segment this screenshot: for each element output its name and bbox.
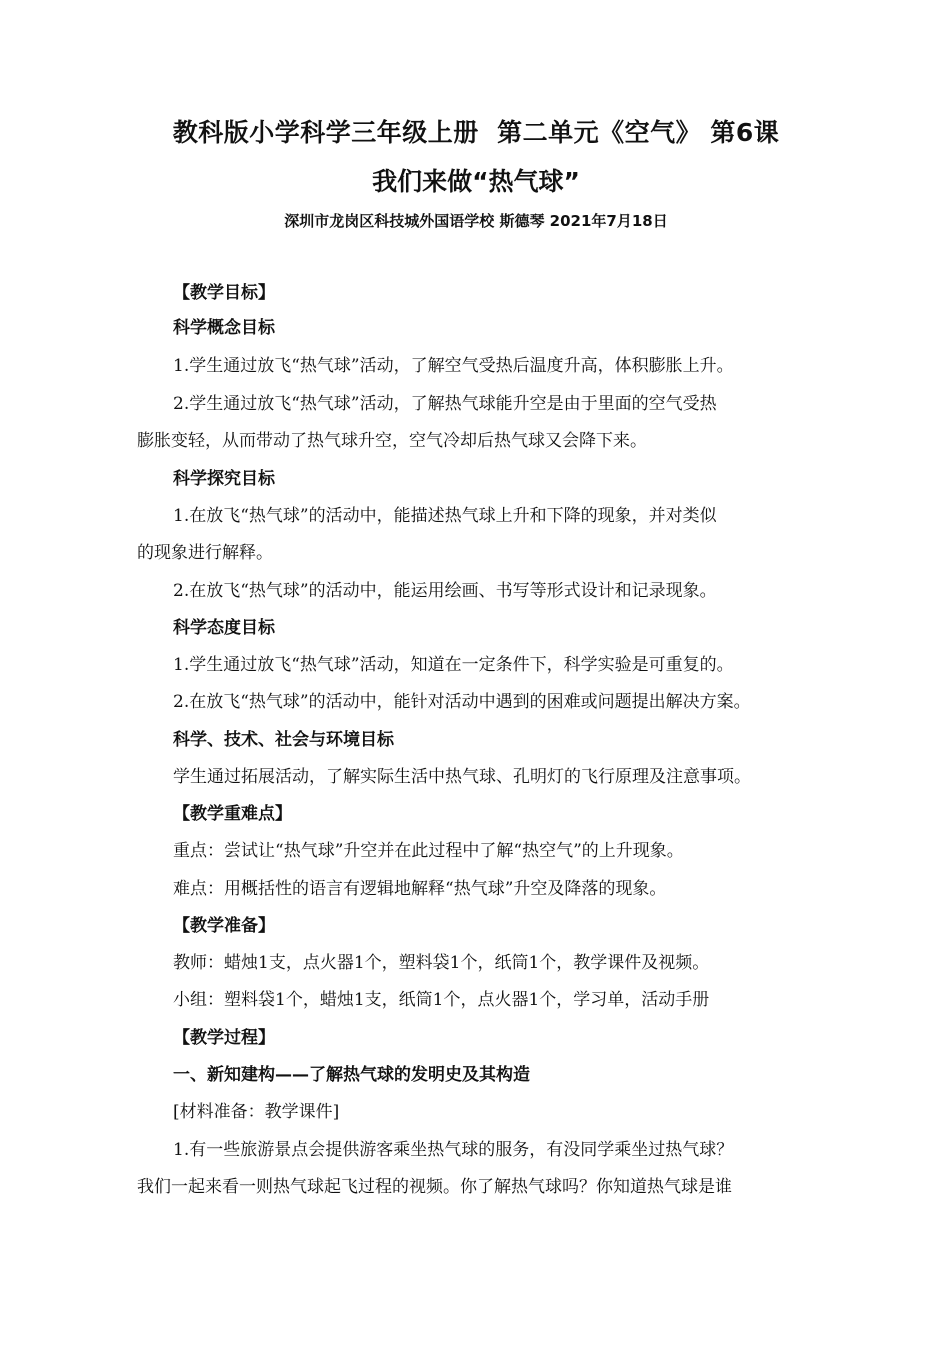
- document-title: 教科版小学科学三年级上册 第二单元《空气》 第6课: [172, 118, 780, 147]
- lesson-title: 我们来做“热气球”: [372, 167, 580, 196]
- prep-heading: 【教学准备】: [173, 916, 275, 936]
- attitude-goal-2: 2.在放飞“热气球”的活动中，能针对活动中遇到的困难或问题提出解决方案。: [173, 692, 751, 712]
- concept-goal-2-line2: 膨胀变轻，从而带动了热气球升空，空气冷却后热气球又会降下来。: [137, 431, 647, 451]
- process-section1-heading: 一、新知建构——了解热气球的发明史及其构造: [173, 1065, 530, 1085]
- attitude-goals-heading: 科学态度目标: [173, 618, 275, 638]
- process-materials: [材料准备：教学课件]: [173, 1102, 340, 1122]
- key-point-focus: 重点：尝试让“热气球”升空并在此过程中了解“热空气”的上升现象。: [173, 841, 684, 861]
- prep-teacher: 教师：蜡烛1支，点火器1个，塑料袋1个，纸筒1个，教学课件及视频。: [173, 953, 710, 973]
- stse-goals-heading: 科学、技术、社会与环境目标: [173, 730, 394, 750]
- goals-heading: 【教学目标】: [173, 283, 275, 303]
- process-heading: 【教学过程】: [173, 1028, 275, 1048]
- author-byline: 深圳市龙岗区科技城外国语学校 斯德琴 2021年7月18日: [284, 212, 668, 230]
- concept-goal-1: 1.学生通过放飞“热气球”活动，了解空气受热后温度升高，体积膨胀上升。: [173, 356, 734, 376]
- attitude-goal-1: 1.学生通过放飞“热气球”活动，知道在一定条件下，科学实验是可重复的。: [173, 655, 734, 675]
- concept-goals-heading: 科学概念目标: [173, 318, 275, 338]
- process-item1-line1: 1.有一些旅游景点会提供游客乘坐热气球的服务，有没同学乘坐过热气球？: [173, 1140, 734, 1160]
- inquiry-goal-1-line2: 的现象进行解释。: [137, 543, 273, 563]
- stse-goal-1: 学生通过拓展活动，了解实际生活中热气球、孔明灯的飞行原理及注意事项。: [173, 767, 751, 787]
- process-item1-line2: 我们一起来看一则热气球起飞过程的视频。你了解热气球吗？你知道热气球是谁: [137, 1177, 732, 1197]
- key-points-heading: 【教学重难点】: [173, 804, 292, 824]
- inquiry-goal-1-line1: 1.在放飞“热气球”的活动中，能描述热气球上升和下降的现象，并对类似: [173, 506, 717, 526]
- prep-group: 小组：塑料袋1个，蜡烛1支，纸筒1个，点火器1个，学习单，活动手册: [173, 990, 710, 1010]
- concept-goal-2-line1: 2.学生通过放飞“热气球”活动，了解热气球能升空是由于里面的空气受热: [173, 394, 717, 414]
- inquiry-goals-heading: 科学探究目标: [173, 469, 275, 489]
- inquiry-goal-2: 2.在放飞“热气球”的活动中，能运用绘画、书写等形式设计和记录现象。: [173, 581, 717, 601]
- key-point-difficulty: 难点：用概括性的语言有逻辑地解释“热气球”升空及降落的现象。: [173, 879, 667, 899]
